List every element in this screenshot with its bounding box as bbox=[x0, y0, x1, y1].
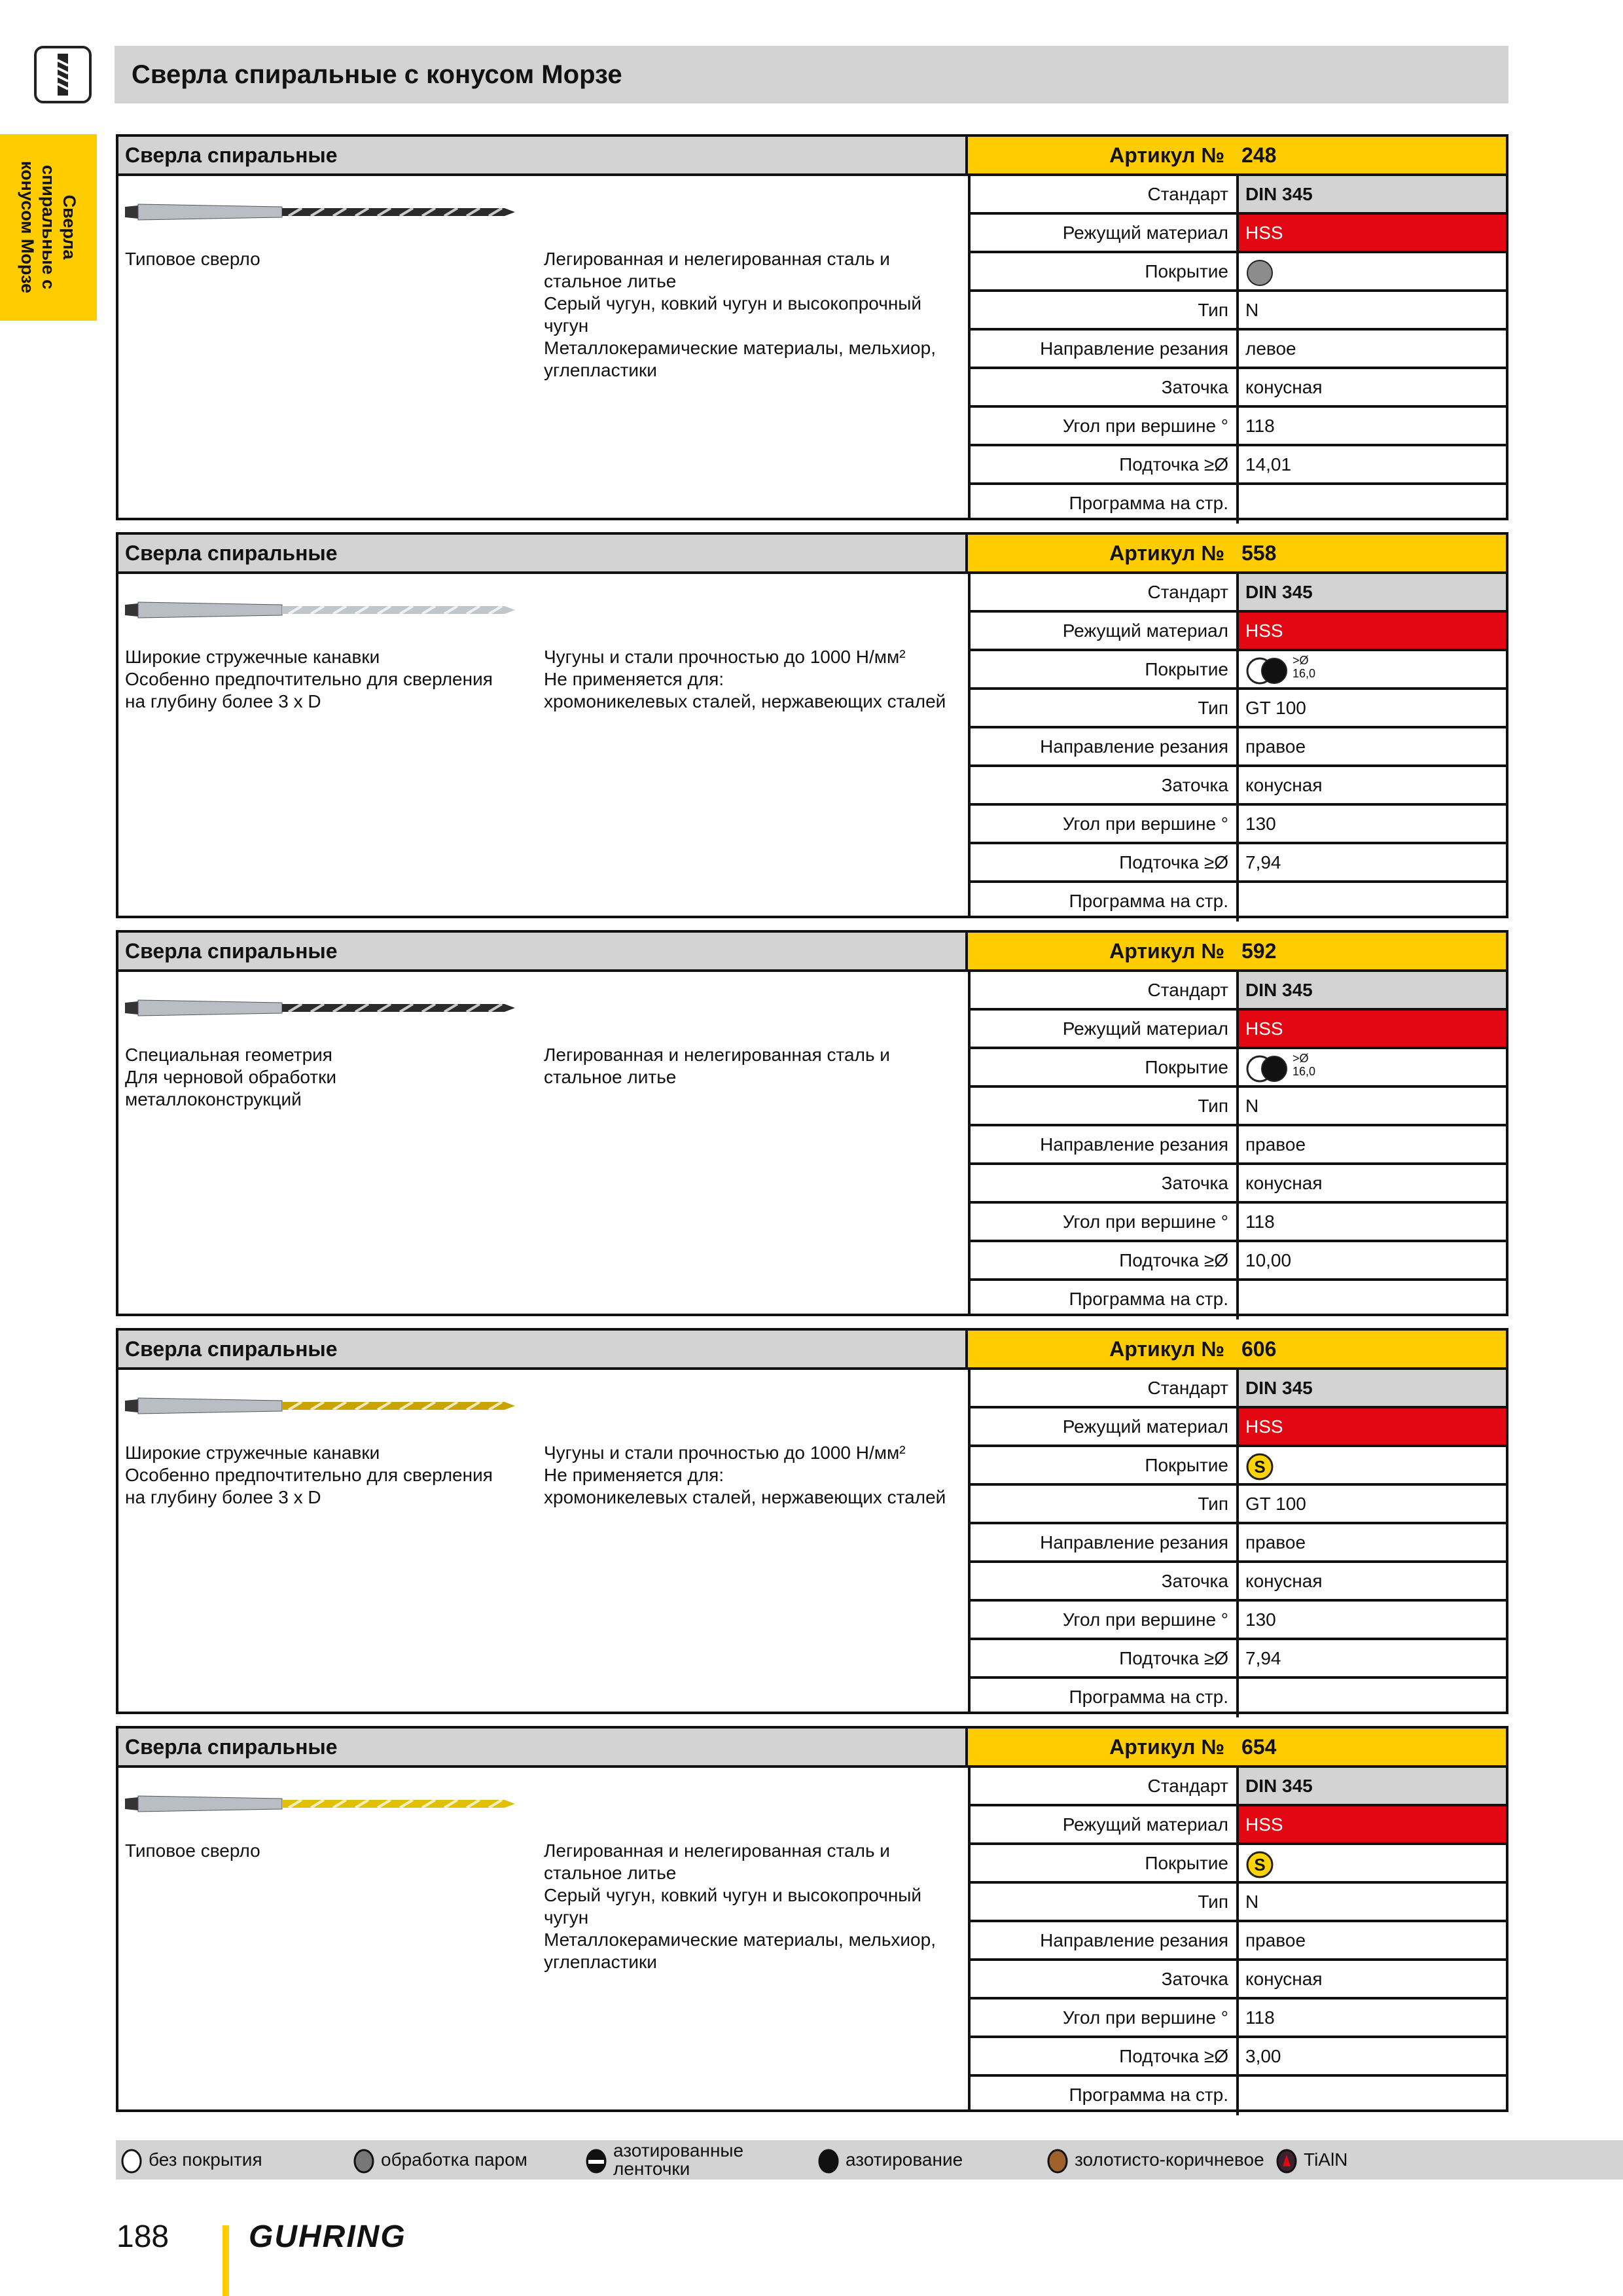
legend-label-line: ленточки bbox=[613, 2159, 690, 2179]
article-header bbox=[968, 137, 1506, 176]
material-description bbox=[544, 1442, 963, 1509]
property-value-text: DIN 345 bbox=[1245, 1378, 1313, 1398]
property-value bbox=[1239, 690, 1506, 726]
legend-label: золотисто-коричневое bbox=[1075, 2149, 1264, 2170]
properties-table bbox=[968, 1768, 1506, 2109]
material-line: Серый чугун, ковкий чугун и высокопрочный чугун bbox=[544, 293, 922, 336]
property-row bbox=[971, 176, 1506, 215]
drill-category-icon bbox=[34, 46, 92, 103]
brand-logo: GUHRING bbox=[249, 2219, 406, 2254]
property-value-text: HSS bbox=[1245, 1814, 1283, 1835]
property-label: Стандарт bbox=[971, 972, 1239, 1008]
property-value bbox=[1239, 408, 1506, 444]
property-row bbox=[971, 844, 1506, 883]
article-label: Артикул № bbox=[1109, 939, 1224, 963]
property-value-text: 130 bbox=[1245, 1609, 1276, 1630]
property-row bbox=[971, 1486, 1506, 1524]
article-header bbox=[968, 933, 1506, 972]
property-value bbox=[1239, 613, 1506, 649]
property-value bbox=[1239, 485, 1506, 524]
property-row bbox=[971, 408, 1506, 446]
property-label: Программа на стр. bbox=[971, 883, 1239, 922]
article-number[interactable]: 592 bbox=[1241, 939, 1277, 963]
legend-label bbox=[613, 2142, 743, 2178]
coating-note-sign: >Ø bbox=[1293, 1052, 1309, 1065]
property-label: Подточка ≥Ø bbox=[971, 1640, 1239, 1676]
feature-description bbox=[125, 1840, 518, 1862]
property-row bbox=[971, 1370, 1506, 1408]
property-row bbox=[971, 806, 1506, 844]
property-value-text: 14,01 bbox=[1245, 454, 1292, 475]
property-value-text: правое bbox=[1245, 1532, 1306, 1552]
feature-line: Широкие стружечные канавки bbox=[125, 1443, 380, 1463]
property-value-text: N bbox=[1245, 300, 1259, 320]
page-number: 188 bbox=[116, 2219, 169, 2254]
property-label: Стандарт bbox=[971, 176, 1239, 212]
property-label: Программа на стр. bbox=[971, 1281, 1239, 1319]
material-line: Не применяется для: bbox=[544, 669, 724, 689]
property-value-text: конусная bbox=[1245, 1571, 1323, 1591]
property-row bbox=[971, 1126, 1506, 1165]
property-value-text: 130 bbox=[1245, 814, 1276, 834]
svg-text:S: S bbox=[1254, 1457, 1266, 1477]
feature-description bbox=[125, 1044, 518, 1111]
property-value bbox=[1239, 1961, 1506, 1997]
property-value-text: HSS bbox=[1245, 223, 1283, 243]
article-label: Артикул № bbox=[1109, 1337, 1224, 1361]
article-label: Артикул № bbox=[1109, 1735, 1224, 1759]
property-label: Направление резания bbox=[971, 1524, 1239, 1560]
property-value-text: DIN 345 bbox=[1245, 184, 1313, 204]
property-label: Заточка bbox=[971, 767, 1239, 803]
page-header bbox=[115, 46, 1508, 103]
property-label: Угол при вершине ° bbox=[971, 2000, 1239, 2036]
material-line: хромоникелевых сталей, нержавеющих сталей bbox=[544, 1487, 946, 1507]
property-row bbox=[971, 446, 1506, 485]
property-value bbox=[1239, 883, 1506, 922]
property-row bbox=[971, 1806, 1506, 1845]
material-line: Чугуны и стали прочностью до 1000 Н/мм² bbox=[544, 647, 906, 667]
property-value bbox=[1239, 292, 1506, 328]
coating-note-value: 16,0 bbox=[1293, 1065, 1316, 1078]
feature-description bbox=[125, 248, 518, 270]
property-row bbox=[971, 651, 1506, 690]
product-block bbox=[116, 532, 1508, 918]
property-row bbox=[971, 1524, 1506, 1563]
coating-nitrided-icon bbox=[815, 2148, 842, 2178]
drill-image bbox=[125, 988, 518, 1028]
property-value bbox=[1239, 844, 1506, 880]
property-label: Угол при вершине ° bbox=[971, 1602, 1239, 1638]
property-row bbox=[971, 690, 1506, 728]
property-row bbox=[971, 1165, 1506, 1204]
property-value bbox=[1239, 1011, 1506, 1047]
property-row bbox=[971, 1088, 1506, 1126]
property-row bbox=[971, 1281, 1506, 1319]
product-block bbox=[116, 1726, 1508, 2112]
coating-none-icon bbox=[118, 2148, 145, 2178]
property-value-text: левое bbox=[1245, 338, 1296, 359]
property-value-text: 118 bbox=[1245, 416, 1275, 436]
property-row bbox=[971, 1845, 1506, 1884]
property-row bbox=[971, 1768, 1506, 1806]
property-row bbox=[971, 292, 1506, 331]
property-label: Подточка ≥Ø bbox=[971, 1242, 1239, 1278]
property-value-text: GT 100 bbox=[1245, 698, 1306, 718]
property-label: Покрытие bbox=[971, 1049, 1239, 1085]
property-value bbox=[1239, 1088, 1506, 1124]
material-line: Металлокерамические материалы, мельхиор, углепластики bbox=[544, 1929, 936, 1972]
legend-label-line: азотированные bbox=[613, 2140, 744, 2161]
property-value-text: DIN 345 bbox=[1245, 1776, 1313, 1796]
article-number[interactable]: 248 bbox=[1241, 143, 1277, 167]
feature-line: Широкие стружечные канавки bbox=[125, 647, 380, 667]
property-row bbox=[971, 253, 1506, 292]
product-block bbox=[116, 134, 1508, 520]
property-value bbox=[1239, 728, 1506, 764]
property-label: Покрытие bbox=[971, 651, 1239, 687]
feature-line: на глубину более 3 x D bbox=[125, 1487, 321, 1507]
property-row bbox=[971, 972, 1506, 1011]
property-label: Программа на стр. bbox=[971, 1679, 1239, 1717]
property-row bbox=[971, 2000, 1506, 2038]
article-header bbox=[968, 1331, 1506, 1370]
property-label: Подточка ≥Ø bbox=[971, 844, 1239, 880]
material-line: хромоникелевых сталей, нержавеющих сталей bbox=[544, 691, 946, 711]
feature-line: Типовое сверло bbox=[125, 249, 260, 269]
property-value-text: правое bbox=[1245, 1930, 1306, 1950]
product-block bbox=[116, 1328, 1508, 1714]
drill-image bbox=[125, 590, 518, 630]
property-label: Стандарт bbox=[971, 1370, 1239, 1406]
property-value-text: конусная bbox=[1245, 1969, 1323, 1989]
product-title: Сверла спиральные bbox=[118, 1331, 968, 1370]
property-value-text: 10,00 bbox=[1245, 1250, 1292, 1270]
property-label: Режущий материал bbox=[971, 1806, 1239, 1842]
property-value-text: DIN 345 bbox=[1245, 582, 1313, 602]
property-row bbox=[971, 574, 1506, 613]
property-value bbox=[1239, 369, 1506, 405]
coating-tialn-icon bbox=[1274, 2148, 1300, 2178]
drill-image bbox=[125, 1386, 518, 1426]
property-value bbox=[1239, 1126, 1506, 1162]
property-value bbox=[1239, 1640, 1506, 1676]
property-label: Стандарт bbox=[971, 1768, 1239, 1804]
property-row bbox=[971, 1961, 1506, 2000]
coating-steam-icon bbox=[351, 2148, 377, 2178]
coating-gold-brown-icon bbox=[1044, 2148, 1071, 2178]
property-row bbox=[971, 1640, 1506, 1679]
property-row bbox=[971, 331, 1506, 369]
property-value bbox=[1239, 1242, 1506, 1278]
article-header bbox=[968, 1729, 1506, 1768]
coating-note-sign: >Ø bbox=[1293, 654, 1309, 667]
property-label: Тип bbox=[971, 690, 1239, 726]
property-row bbox=[971, 767, 1506, 806]
property-row bbox=[971, 2038, 1506, 2077]
property-value-text: N bbox=[1245, 1892, 1259, 1912]
property-label: Покрытие bbox=[971, 1845, 1239, 1881]
material-description bbox=[544, 248, 963, 382]
material-line: Серый чугун, ковкий чугун и высокопрочный чугун bbox=[544, 1885, 922, 1928]
material-description bbox=[544, 1840, 963, 1973]
property-label: Заточка bbox=[971, 1961, 1239, 1997]
property-value-text: 3,00 bbox=[1245, 2046, 1281, 2066]
material-line: Легированная и нелегированная сталь и стальное литье bbox=[544, 1045, 890, 1087]
property-value-text: DIN 345 bbox=[1245, 980, 1313, 1000]
property-value bbox=[1239, 1563, 1506, 1599]
property-value-text: HSS bbox=[1245, 620, 1283, 641]
property-label: Угол при вершине ° bbox=[971, 806, 1239, 842]
property-value-text: 118 bbox=[1245, 2007, 1275, 2028]
property-row bbox=[971, 728, 1506, 767]
article-label: Артикул № bbox=[1109, 541, 1224, 565]
property-value-text: правое bbox=[1245, 1134, 1306, 1155]
coating-note bbox=[1293, 1052, 1315, 1078]
property-label: Заточка bbox=[971, 1165, 1239, 1201]
property-value bbox=[1239, 2000, 1506, 2036]
property-value bbox=[1239, 1602, 1506, 1638]
property-value-text: конусная bbox=[1245, 377, 1323, 397]
property-value bbox=[1239, 1049, 1506, 1085]
feature-line: Особенно предпочтительно для сверления на глубину более 3 x D bbox=[125, 669, 493, 711]
property-label: Направление резания bbox=[971, 1126, 1239, 1162]
property-value bbox=[1239, 1768, 1506, 1804]
property-label: Тип bbox=[971, 1884, 1239, 1920]
property-row bbox=[971, 1563, 1506, 1602]
feature-description bbox=[125, 646, 518, 713]
product-title: Сверла спиральные bbox=[118, 535, 968, 574]
property-value-text: 118 bbox=[1245, 1211, 1275, 1232]
property-row bbox=[971, 369, 1506, 408]
property-row bbox=[971, 1204, 1506, 1242]
property-label: Заточка bbox=[971, 369, 1239, 405]
property-value bbox=[1239, 1845, 1506, 1881]
property-label: Покрытие bbox=[971, 1447, 1239, 1483]
article-number[interactable]: 654 bbox=[1241, 1735, 1277, 1759]
svg-text:S: S bbox=[1254, 1855, 1266, 1874]
material-line: Чугуны и стали прочностью до 1000 Н/мм² bbox=[544, 1443, 906, 1463]
property-label: Направление резания bbox=[971, 1922, 1239, 1958]
side-tab-label: Сверла спиральные с конусом Морзе bbox=[18, 160, 79, 294]
property-label: Тип bbox=[971, 1486, 1239, 1522]
article-number[interactable]: 558 bbox=[1241, 541, 1277, 565]
property-label: Тип bbox=[971, 1088, 1239, 1124]
property-value bbox=[1239, 1281, 1506, 1319]
property-value bbox=[1239, 1806, 1506, 1842]
legend-label: без покрытия bbox=[149, 2149, 262, 2170]
material-line: Металлокерамические материалы, мельхиор, углепластики bbox=[544, 338, 936, 380]
property-label: Режущий материал bbox=[971, 1011, 1239, 1047]
property-value bbox=[1239, 2077, 1506, 2115]
property-value bbox=[1239, 806, 1506, 842]
material-line: Легированная и нелегированная сталь и стальное литье bbox=[544, 1840, 890, 1883]
material-line: Не применяется для: bbox=[544, 1465, 724, 1485]
property-value bbox=[1239, 651, 1506, 687]
properties-table bbox=[968, 1370, 1506, 1712]
feature-line: Для черновой обработки металлоконструкций bbox=[125, 1067, 337, 1109]
material-line: Легированная и нелегированная сталь и стальное литье bbox=[544, 249, 890, 291]
property-row bbox=[971, 1447, 1506, 1486]
property-value bbox=[1239, 253, 1506, 289]
property-label: Направление резания bbox=[971, 728, 1239, 764]
property-value bbox=[1239, 574, 1506, 610]
property-row bbox=[971, 1049, 1506, 1088]
property-value bbox=[1239, 1165, 1506, 1201]
property-label: Угол при вершине ° bbox=[971, 408, 1239, 444]
properties-table bbox=[968, 972, 1506, 1314]
property-label: Тип bbox=[971, 292, 1239, 328]
article-label: Артикул № bbox=[1109, 143, 1224, 167]
property-row bbox=[971, 1679, 1506, 1717]
property-label: Подточка ≥Ø bbox=[971, 446, 1239, 482]
property-value-text: конусная bbox=[1245, 1173, 1323, 1193]
property-row bbox=[971, 1602, 1506, 1640]
property-value bbox=[1239, 972, 1506, 1008]
page-title: Сверла спиральные с конусом Морзе bbox=[132, 60, 622, 89]
material-description bbox=[544, 1044, 963, 1088]
product-title: Сверла спиральные bbox=[118, 1729, 968, 1768]
drill-image bbox=[125, 1784, 518, 1823]
feature-line: Особенно предпочтительно для сверления bbox=[125, 1465, 493, 1485]
property-value bbox=[1239, 1679, 1506, 1717]
property-label: Угол при вершине ° bbox=[971, 1204, 1239, 1240]
property-label: Направление резания bbox=[971, 331, 1239, 367]
feature-line: Специальная геометрия bbox=[125, 1045, 332, 1065]
property-value bbox=[1239, 1884, 1506, 1920]
footer-accent-bar bbox=[223, 2225, 229, 2296]
property-value bbox=[1239, 1524, 1506, 1560]
article-header bbox=[968, 535, 1506, 574]
property-value-text: конусная bbox=[1245, 775, 1323, 795]
property-row bbox=[971, 1011, 1506, 1049]
property-value bbox=[1239, 331, 1506, 367]
coating-legend bbox=[116, 2140, 1623, 2179]
property-label: Программа на стр. bbox=[971, 485, 1239, 524]
properties-table bbox=[968, 574, 1506, 916]
property-row bbox=[971, 1922, 1506, 1961]
property-value bbox=[1239, 1447, 1506, 1483]
property-label: Заточка bbox=[971, 1563, 1239, 1599]
product-title: Сверла спиральные bbox=[118, 933, 968, 972]
property-value bbox=[1239, 1922, 1506, 1958]
property-value bbox=[1239, 176, 1506, 212]
property-label: Режущий материал bbox=[971, 613, 1239, 649]
legend-label: азотирование bbox=[846, 2149, 963, 2170]
property-label: Режущий материал bbox=[971, 1408, 1239, 1444]
property-value-text: правое bbox=[1245, 736, 1306, 757]
property-row bbox=[971, 1408, 1506, 1447]
legend-label: обработка паром bbox=[381, 2149, 527, 2170]
property-row bbox=[971, 215, 1506, 253]
property-label: Подточка ≥Ø bbox=[971, 2038, 1239, 2074]
property-value-text: N bbox=[1245, 1096, 1259, 1116]
side-section-tab[interactable] bbox=[0, 134, 97, 321]
property-label: Режущий материал bbox=[971, 215, 1239, 251]
drill-image bbox=[125, 192, 518, 232]
property-value-text: HSS bbox=[1245, 1416, 1283, 1437]
property-value bbox=[1239, 1486, 1506, 1522]
property-value-text: 7,94 bbox=[1245, 852, 1281, 872]
property-value bbox=[1239, 1370, 1506, 1406]
property-label: Стандарт bbox=[971, 574, 1239, 610]
article-number[interactable]: 606 bbox=[1241, 1337, 1277, 1361]
property-value bbox=[1239, 215, 1506, 251]
coating-note bbox=[1293, 654, 1315, 680]
property-row bbox=[971, 2077, 1506, 2115]
property-label: Программа на стр. bbox=[971, 2077, 1239, 2115]
property-row bbox=[971, 883, 1506, 922]
property-value bbox=[1239, 446, 1506, 482]
product-block bbox=[116, 930, 1508, 1316]
property-value-text: 7,94 bbox=[1245, 1648, 1281, 1668]
property-value bbox=[1239, 1204, 1506, 1240]
property-value bbox=[1239, 767, 1506, 803]
property-value-text: GT 100 bbox=[1245, 1494, 1306, 1514]
property-value-text: HSS bbox=[1245, 1018, 1283, 1039]
coating-nitrided-lands-icon bbox=[583, 2148, 609, 2178]
legend-label: TiAlN bbox=[1304, 2149, 1348, 2170]
feature-line: Типовое сверло bbox=[125, 1840, 260, 1861]
property-label: Покрытие bbox=[971, 253, 1239, 289]
property-row bbox=[971, 1884, 1506, 1922]
property-value bbox=[1239, 1408, 1506, 1444]
property-row bbox=[971, 485, 1506, 524]
coating-note-value: 16,0 bbox=[1293, 667, 1316, 680]
material-description bbox=[544, 646, 963, 713]
properties-table bbox=[968, 176, 1506, 518]
feature-description bbox=[125, 1442, 518, 1509]
property-row bbox=[971, 613, 1506, 651]
product-title: Сверла спиральные bbox=[118, 137, 968, 176]
property-value bbox=[1239, 2038, 1506, 2074]
property-row bbox=[971, 1242, 1506, 1281]
